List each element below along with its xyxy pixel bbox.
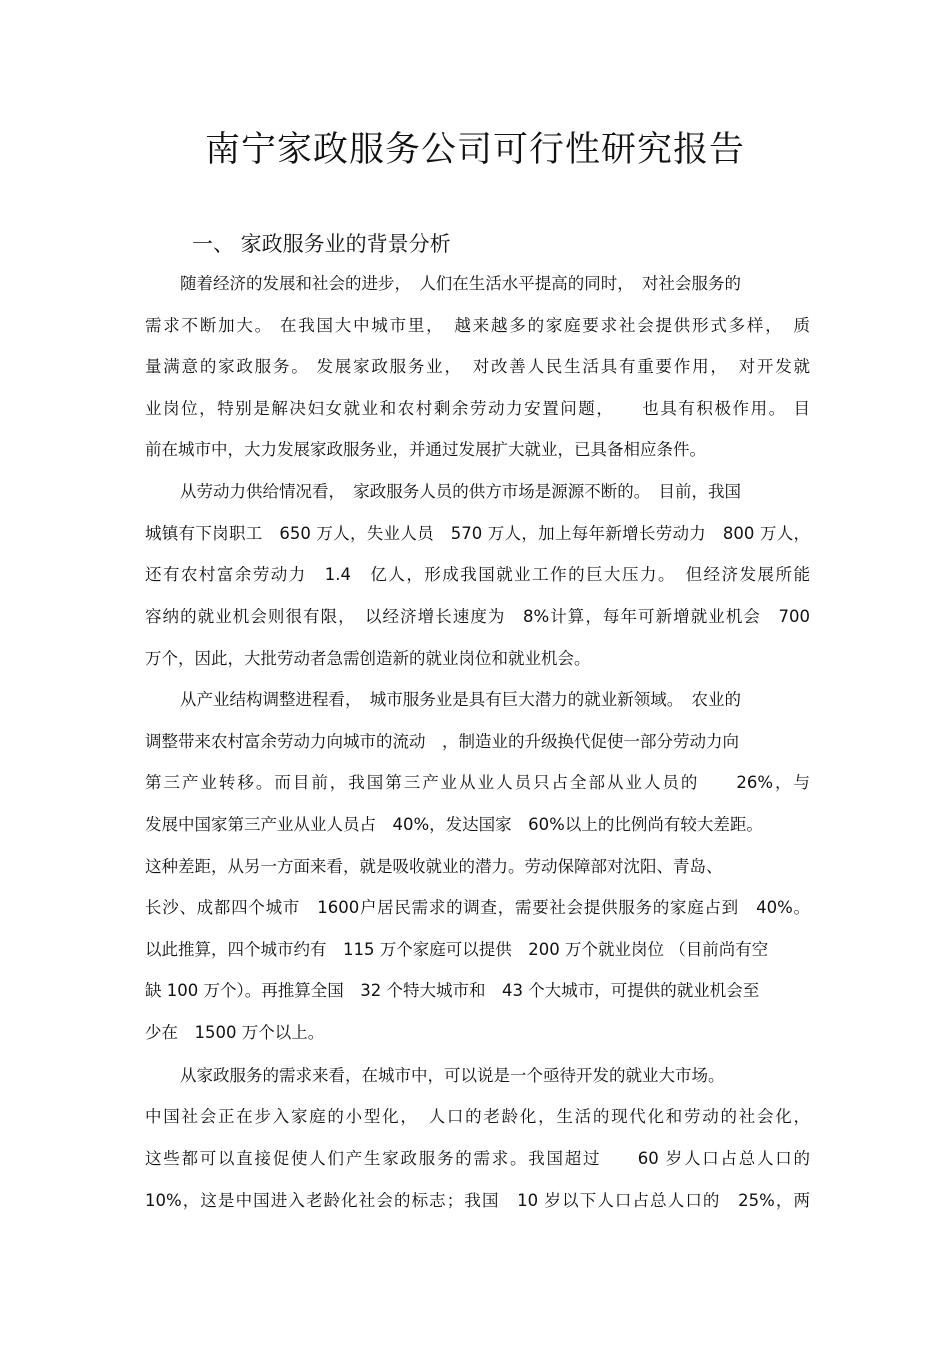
- text-line: 业岗位，特别是解决妇女就业和农村剩余劳动力安置问题， 也具有积极作用。 目: [145, 399, 810, 418]
- text-line: 容纳的就业机会则很有限， 以经济增长速度为 8%计算，每年可新增就业机会 700: [145, 607, 810, 626]
- text-line: 中国社会正在步入家庭的小型化， 人口的老龄化，生活的现代化和劳动的社会化，: [145, 1107, 810, 1126]
- text-line: 随着经济的发展和社会的进步， 人们在生活水平提高的同时， 对社会服务的: [180, 274, 741, 293]
- text-line: 从产业结构调整进程看， 城市服务业是具有巨大潜力的就业新领域。 农业的: [180, 690, 741, 709]
- text-line: 以此推算，四个城市约有 115 万个家庭可以提供 200 万个就业岗位 （目前尚有空: [145, 940, 769, 959]
- text-line: 从劳动力供给情况看， 家政服务人员的供方市场是源源不断的。 目前，我国: [180, 482, 741, 501]
- text-line: 还有农村富余劳动力 1.4 亿人，形成我国就业工作的巨大压力。 但经济发展所能: [145, 565, 810, 584]
- section-heading: 一、 家政服务业的背景分析: [192, 232, 451, 256]
- text-line: 量满意的家政服务。 发展家政服务业， 对改善人民生活具有重要作用， 对开发就: [145, 357, 810, 376]
- text-line: 这些都可以直接促使人们产生家政服务的需求。我国超过 60 岁人口占总人口的: [145, 1149, 810, 1168]
- text-line: 10%，这是中国进入老龄化社会的标志；我国 10 岁以下人口占总人口的 25%，两: [145, 1191, 810, 1210]
- text-line: 需求不断加大。 在我国大中城市里， 越来越多的家庭要求社会提供形式多样， 质: [145, 316, 810, 335]
- text-line: 少在 1500 万个以上。: [145, 1023, 325, 1042]
- page-title: 南宁家政服务公司可行性研究报告: [204, 130, 745, 170]
- text-line: 发展中国家第三产业从业人员占 40%，发达国家 60%以上的比例尚有较大差距。: [145, 815, 763, 834]
- text-line: 城镇有下岗职工 650 万人，失业人员 570 万人，加上每年新增长劳动力 800 万人，: [145, 524, 810, 543]
- text-line: 第三产业转移。而目前，我国第三产业从业人员只占全部从业人员的 26%，与: [145, 773, 810, 792]
- text-line: 从家政服务的需求来看，在城市中，可以说是一个亟待开发的就业大市场。: [180, 1066, 725, 1085]
- text-line: 这种差距，从另一方面来看，就是吸收就业的潜力。劳动保障部对沈阳、青岛、: [145, 857, 723, 876]
- text-line: 长沙、成都四个城市 1600户居民需求的调查，需要社会提供服务的家庭占到 40%。: [145, 898, 810, 917]
- text-line: 调整带来农村富余劳动力向城市的流动 ，制造业的升级换代促使一部分劳动力向: [145, 732, 739, 751]
- text-line: 前在城市中，大力发展家政服务业，并通过发展扩大就业，已具备相应条件。: [145, 440, 706, 459]
- text-line: 缺 100 万个）。再推算全国 32 个特大城市和 43 个大城市，可提供的就业机会至: [145, 981, 760, 1000]
- text-line: 万个，因此，大批劳动者急需创造新的就业岗位和就业机会。: [145, 649, 591, 668]
